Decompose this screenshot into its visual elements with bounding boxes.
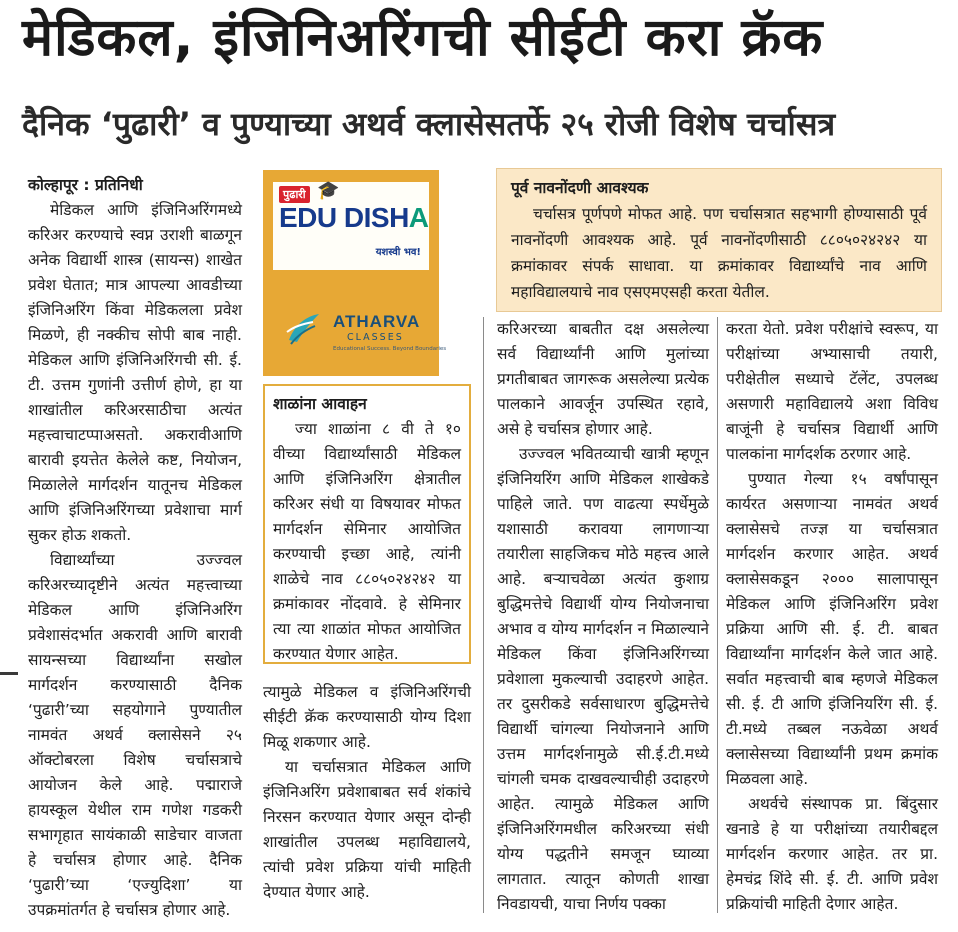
article-column-1 [28,173,242,923]
pre-registration-title: पूर्व नावनोंदणी आवश्यक [511,179,649,197]
pre-registration-text: चर्चासत्र पूर्णपणे मोफत आहे. पण चर्चासत्रात सहभागी होण्यासाठी पूर्व नावनोंदणी आवश्यक आहे. पूर्व नावनोंदणीसाठी ८८०५०२४२४२ या क्रमांकावर संपर्क साधावा. या क्रमांकावर विद्यार्थ्यांचे नाव आणि महाविद्यालयाचे नाव एसएमएसही करता येतील. [511,205,927,301]
col4-paragraph-1: करता येतो. प्रवेश परीक्षांचे स्वरूप, या परीक्षांच्या अभ्यासाची तयारी, परीक्षेतील सध्याचे टॅलेंट, उपलब्ध असणारी महाविद्यालये अशा विविध बाजूंनी हे चर्चासत्र विद्यार्थी आणि पालकांना मार्गदर्शक ठरणार आहे. [726,320,938,463]
atharva-logo-icon [285,310,321,346]
col3-paragraph-1: करिअरच्या बाबतीत दक्ष असलेल्या सर्व विद्यार्थ्यांनी आणि मुलांच्या प्रगतीबाबत जागरूक असलेल्या प्रत्येक पालकाने आवर्जून उपस्थित रहावे, असे हे चर्चासत्र होणार आहे. [497,320,709,438]
col1-paragraph-2: विद्यार्थ्यांच्या उज्ज्वल करिअरच्यादृष्टीने अत्यंत महत्त्वाच्या मेडिकल आणि इंजिनिअरिंग प्रवेशासंदर्भात अकरावी आणि बारावी सायन्सच्या विद्यार्थ्यांना सखोल मार्गदर्शन करण्यासाठी दैनिक ‘पुढारी’च्या सहयोगाने पुण्यातील नामवंत अथर्व क्लासेसने २५ ऑक्टोबरला विशेष चर्चासत्राचे आयोजन केले आहे. पद्माराजे हायस्कूल येथील राम गणेश गडकरी सभागृहात सायंकाळी साडेचार वाजता हे चर्चासत्र होणार आहे. दैनिक ‘पुढारी’च्या ‘एज्युदिशा’ या उपक्रमांतर्गत हे चर्चासत्र होणार आहे. [28,551,242,919]
dateline: कोल्हापूर : प्रतिनिधी [28,176,143,194]
margin-mark [0,672,18,675]
school-appeal-box [263,384,471,664]
article-column-3 [497,317,709,917]
pudhari-logo: पुढारी [279,186,310,203]
col4-paragraph-3: अथर्वचे संस्थापक प्रा. बिंदुसार खनाडे हे या परीक्षांच्या तयारीबद्दल मार्गदर्शन करणार आहेत. तर प्रा. हेमचंद्र शिंदे सी. ई. टी. आणि प्रवेश प्रक्रियांची माहिती देणार आहेत. [726,795,938,913]
atharva-tagline: Educational Success. Beyond Boundaries [333,346,447,352]
col1-paragraph-1: मेडिकल आणि इंजिनिअरिंगमध्ये करिअर करण्याचे स्वप्न उराशी बाळगून अनेक विद्यार्थी शास्त्र (सायन्स) शाखेत प्रवेश घेतात; मात्र आपल्या आवडीच्या इंजिनिअरिंग किंवा मेडिकलला प्रवेश मिळणे, ही नक्कीच सोपी बाब नाही. मेडिकल आणि इंजिनिअरिंगची सी. ई. टी. उत्तम गुणांनी उत्तीर्ण होणे, हा या शाखांतील करिअरसाठीचा अत्यंत महत्त्वाचाटप्पाअसतो. अकरावीआणि बारावी इयत्तेत केलेले कष्ट, नियोजन, मिळालेले मार्गदर्शन यातूनच मेडिकल आणि इंजिनिअरिंगच्या प्रवेशाचा मार्ग सुकर होऊ शकतो. [28,201,242,544]
edu-disha-logo-panel [273,182,429,270]
edu-disha-atharva-ad [263,170,447,376]
atharva-classes: CLASSES [347,332,404,343]
article-column-4 [726,317,938,917]
headline: मेडिकल, इंजिनिअरिंगची सीईटी करा क्रॅक [22,8,824,68]
edu-disha-tagline: यशस्वी भव! [375,247,421,258]
column-divider [717,317,718,913]
col4-paragraph-2: पुण्यात गेल्या १५ वर्षांपासून कार्यरत असणाऱ्या नामवंत अथर्व क्लासेसचे तज्ज्ञ या चर्चासत्रात मार्गदर्शन करणार आहेत. अथर्व क्लासेसकडून २००० सालापासून मेडिकल आणि इंजिनिअरिंग प्रवेश प्रक्रिया आणि सी. ई. टी. बाबत विद्यार्थ्यांना मार्गदर्शन केले जात आहे. सर्वात महत्त्वाची बाब म्हणजे मेडिकल सी. ई. टी आणि इंजिनियरिंग सी. ई. टी.मध्ये तब्बल नऊवेळा अथर्व क्लासेसच्या विद्यार्थ्यांनी प्रथम क्रमांक मिळवला आहे. [726,470,938,788]
col2-paragraph-1: त्यामुळे मेडिकल व इंजिनिअरिंगची सीईटी क्रॅक करण्यासाठी योग्य दिशा मिळू शकणार आहे. [263,683,471,751]
article-column-2 [263,680,471,905]
atharva-name: ATHARVA [333,312,421,331]
col2-paragraph-2: या चर्चासत्रात मेडिकल आणि इंजिनिअरिंग प्रवेशाबाबत सर्व शंकांचे निरसन करण्यात येणार असून दोन्ही शाखांतील उपलब्ध महाविद्यालये, त्यांची प्रवेश प्रक्रिया यांची माहिती देण्यात येणार आहे. [263,758,471,901]
edu-disha-logo: EDU DISHA [279,202,429,233]
school-appeal-text: ज्या शाळांना ८ वी ते १० वीच्या विद्यार्थ्यांसाठी मेडिकल आणि इंजिनिअरिंग क्षेत्रातील करिअर संधी या विषयावर मोफत मार्गदर्शन सेमिनार आयोजित करण्याची इच्छा आहे, त्यांनी शाळेचे नाव ८८०५०२४२४२ या क्रमांकावर नोंदवावे. हे सेमिनार त्या त्या शाळांत मोफत आयोजित करण्यात येणार आहेत. [273,420,461,663]
school-appeal-title: शाळांना आवाहन [273,395,367,413]
subheadline: दैनिक ‘पुढारी’ व पुण्याच्या अथर्व क्लासेसतर्फे २५ रोजी विशेष चर्चासत्र [22,105,836,143]
pre-registration-box [496,168,942,312]
graduation-cap-icon: 🎓 [317,180,340,201]
column-divider [483,317,484,913]
col3-paragraph-2: उज्ज्वल भवितव्याची खात्री म्हणून इंजिनियरिंग आणि मेडिकल शाखेकडे पाहिले जाते. पण वाढत्या स्पर्धेमुळे यशासाठी करावया लागणाऱ्या तयारीला साहजिकच मोठे महत्त्व आले आहे. बऱ्याचवेळा अत्यंत कुशाग्र बुद्धिमत्तेचे विद्यार्थी योग्य नियोजनाचा अभाव व योग्य मार्गदर्शन न मिळाल्याने मेडिकल किंवा इंजिनिअरिंगच्या प्रवेशाला मुकल्याची उदाहरणे आहेत. तर दुसरीकडे सर्वसाधारण बुद्धिमत्तेचे विद्यार्थी चांगल्या नियोजनाने आणि उत्तम मार्गदर्शनामुळे सी.ई.टी.मध्ये चांगली चमक दाखवल्याचीही उदाहरणे आहेत. त्यामुळे मेडिकल आणि इंजिनिअरिंगमधील करिअरच्या संधी योग्य पद्धतीने समजून घ्याव्या लागतात. त्यातून कोणती शाखा निवडायची, याचा निर्णय पक्का [497,445,709,913]
